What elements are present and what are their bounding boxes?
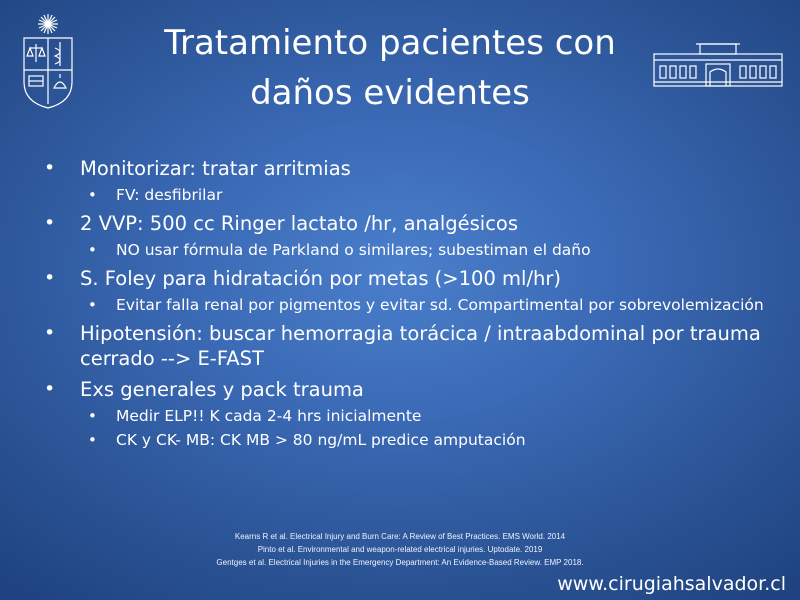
bullet-hipotension: • Hipotensión: buscar hemorragia torácica / intraabdominal por trauma cerrado --> E-FAST <box>42 321 782 371</box>
sub-bullet-parkland: • NO usar fórmula de Parkland o similares; subestiman el daño <box>42 240 782 260</box>
sub-bullet-ck: • CK y CK- MB: CK MB > 80 ng/mL predice amputación <box>42 430 782 450</box>
title-line-1: Tratamiento pacientes con <box>164 23 616 63</box>
title-line-2: daños evidentes <box>250 73 530 113</box>
sub-bullet-fv: • FV: desfibrilar <box>42 185 782 205</box>
sub-bullet-falla-renal: • Evitar falla renal por pigmentos y evitar sd. Compartimental por sobrevolemización <box>42 295 782 315</box>
bullet-exs-generales: • Exs generales y pack trauma <box>42 377 782 402</box>
bullet-foley: • S. Foley para hidratación por metas (>100 ml/hr) <box>42 266 782 291</box>
reference-item: Kearns R et al. Electrical Injury and Burn Care: A Review of Best Practices. EMS World. 2014 <box>234 532 566 541</box>
hospital-building-icon <box>652 40 784 90</box>
university-crest-icon <box>18 12 78 112</box>
bullet-vvp: • 2 VVP: 500 cc Ringer lactato /hr, analgésicos <box>42 211 782 236</box>
reference-item: Pinto et al. Environmental and weapon-related electrical injuries. Uptodate. 2019 <box>257 545 543 554</box>
slide-title <box>110 18 670 118</box>
reference-item: Gentges et al. Electrical Injuries in the Emergency Department: An Evidence-Based Review. EMP 2018. <box>216 558 584 567</box>
bullet-monitorizar: • Monitorizar: tratar arritmias <box>42 156 782 181</box>
bullet-list <box>42 150 782 450</box>
references <box>130 530 670 569</box>
footer-website-link[interactable]: www.cirugiahsalvador.cl <box>557 573 786 595</box>
sub-bullet-elp: • Medir ELP!! K cada 2-4 hrs inicialmente <box>42 406 782 426</box>
